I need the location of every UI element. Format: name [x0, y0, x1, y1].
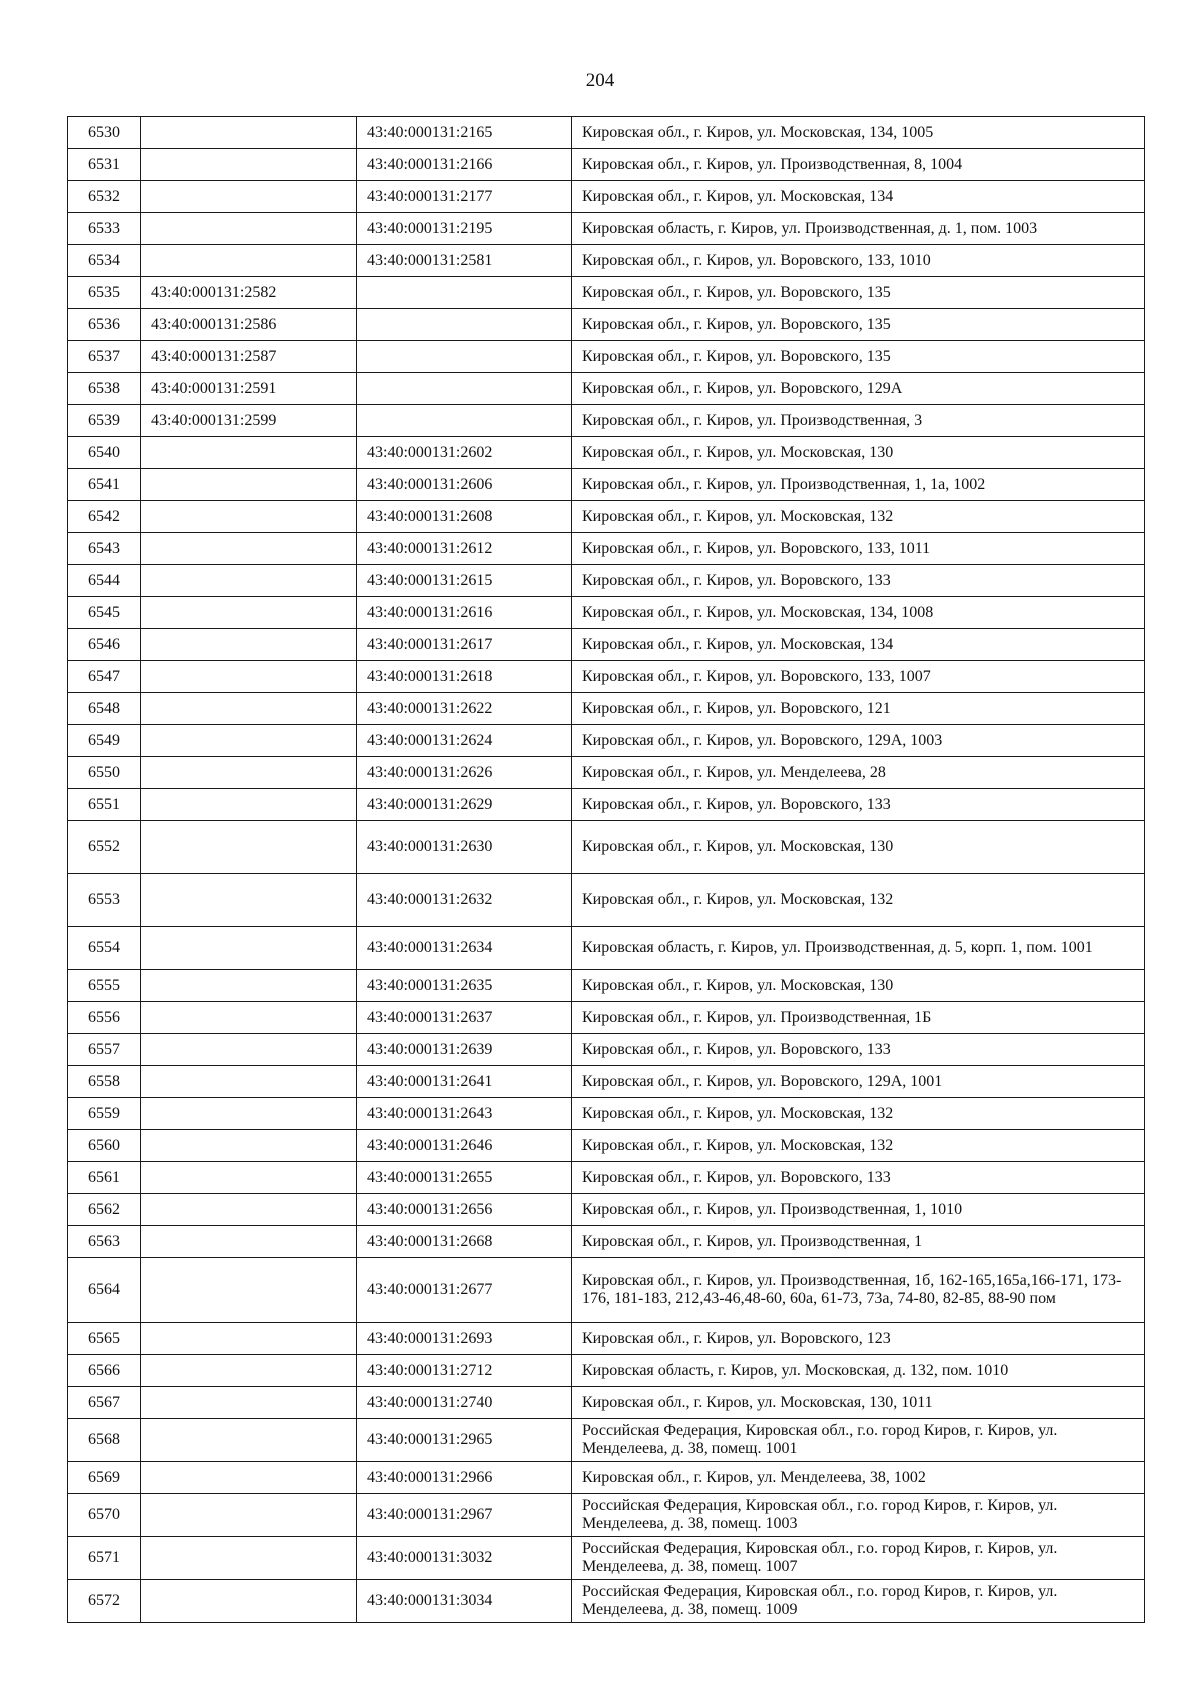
row-number-cell: 6554 [68, 927, 141, 970]
object-cadastral-cell: 43:40:000131:2624 [357, 725, 572, 757]
object-cadastral-cell: 43:40:000131:2646 [357, 1130, 572, 1162]
row-number-cell: 6531 [68, 149, 141, 181]
row-number-cell: 6557 [68, 1034, 141, 1066]
object-cadastral-cell: 43:40:000131:3032 [357, 1537, 572, 1580]
address-cell: Кировская область, г. Киров, ул. Производственная, д. 1, пом. 1003 [572, 213, 1145, 245]
object-cadastral-cell: 43:40:000131:2634 [357, 927, 572, 970]
row-number-cell: 6562 [68, 1194, 141, 1226]
address-cell: Кировская обл., г. Киров, ул. Воровского, 135 [572, 341, 1145, 373]
address-cell: Кировская обл., г. Киров, ул. Воровского, 133 [572, 1034, 1145, 1066]
land-cadastral-cell [141, 874, 357, 927]
address-cell: Кировская обл., г. Киров, ул. Воровского, 129А, 1003 [572, 725, 1145, 757]
land-cadastral-cell [141, 1494, 357, 1537]
land-cadastral-cell [141, 501, 357, 533]
row-number-cell: 6568 [68, 1419, 141, 1462]
land-cadastral-cell [141, 693, 357, 725]
page-number: 204 [585, 70, 615, 91]
row-number-cell: 6541 [68, 469, 141, 501]
row-number-cell: 6533 [68, 213, 141, 245]
row-number-cell: 6560 [68, 1130, 141, 1162]
land-cadastral-cell [141, 1462, 357, 1494]
address-cell: Кировская обл., г. Киров, ул. Воровского, 133, 1010 [572, 245, 1145, 277]
row-number-cell: 6530 [68, 117, 141, 149]
row-number-cell: 6535 [68, 277, 141, 309]
table-row [68, 1387, 1145, 1419]
address-cell: Кировская обл., г. Киров, ул. Московская, 132 [572, 874, 1145, 927]
land-cadastral-cell [141, 1323, 357, 1355]
row-number-cell: 6561 [68, 1162, 141, 1194]
table-row [68, 927, 1145, 970]
row-number-cell: 6536 [68, 309, 141, 341]
row-number-cell: 6548 [68, 693, 141, 725]
table-row [68, 309, 1145, 341]
table-row [68, 1462, 1145, 1494]
row-number-cell: 6571 [68, 1537, 141, 1580]
address-cell: Кировская обл., г. Киров, ул. Воровского, 121 [572, 693, 1145, 725]
table-row [68, 1130, 1145, 1162]
table-row [68, 661, 1145, 693]
land-cadastral-cell [141, 597, 357, 629]
address-cell: Кировская обл., г. Киров, ул. Воровского, 133 [572, 1162, 1145, 1194]
table-row [68, 1537, 1145, 1580]
row-number-cell: 6542 [68, 501, 141, 533]
table-row [68, 245, 1145, 277]
land-cadastral-cell [141, 661, 357, 693]
address-cell: Кировская обл., г. Киров, ул. Московская, 134 [572, 181, 1145, 213]
address-cell: Кировская обл., г. Киров, ул. Московская, 130 [572, 970, 1145, 1002]
land-cadastral-cell [141, 927, 357, 970]
table-row [68, 1002, 1145, 1034]
land-cadastral-cell [141, 1419, 357, 1462]
land-cadastral-cell [141, 1098, 357, 1130]
land-cadastral-cell [141, 213, 357, 245]
table-row [68, 1580, 1145, 1623]
address-cell: Российская Федерация, Кировская обл., г.о. город Киров, г. Киров, ул. Менделеева, д. 38, помещ. 1003 [572, 1494, 1145, 1537]
row-number-cell: 6558 [68, 1066, 141, 1098]
table-row [68, 341, 1145, 373]
object-cadastral-cell: 43:40:000131:2632 [357, 874, 572, 927]
address-cell: Кировская обл., г. Киров, ул. Воровского, 135 [572, 309, 1145, 341]
address-cell: Кировская обл., г. Киров, ул. Московская, 132 [572, 501, 1145, 533]
address-cell: Кировская обл., г. Киров, ул. Воровского, 133, 1007 [572, 661, 1145, 693]
object-cadastral-cell: 43:40:000131:2608 [357, 501, 572, 533]
table-row [68, 469, 1145, 501]
row-number-cell: 6565 [68, 1323, 141, 1355]
land-cadastral-cell [141, 245, 357, 277]
object-cadastral-cell: 43:40:000131:2965 [357, 1419, 572, 1462]
row-number-cell: 6551 [68, 789, 141, 821]
object-cadastral-cell: 43:40:000131:2740 [357, 1387, 572, 1419]
object-cadastral-cell: 43:40:000131:2615 [357, 565, 572, 597]
object-cadastral-cell: 43:40:000131:2626 [357, 757, 572, 789]
row-number-cell: 6564 [68, 1258, 141, 1323]
land-cadastral-cell [141, 725, 357, 757]
object-cadastral-cell: 43:40:000131:2612 [357, 533, 572, 565]
row-number-cell: 6563 [68, 1226, 141, 1258]
address-cell: Кировская обл., г. Киров, ул. Московская, 134 [572, 629, 1145, 661]
table-row [68, 149, 1145, 181]
table-row [68, 1066, 1145, 1098]
object-cadastral-cell: 43:40:000131:2656 [357, 1194, 572, 1226]
object-cadastral-cell: 43:40:000131:2635 [357, 970, 572, 1002]
address-cell: Кировская обл., г. Киров, ул. Воровского, 129А, 1001 [572, 1066, 1145, 1098]
address-cell: Кировская обл., г. Киров, ул. Производственная, 1Б [572, 1002, 1145, 1034]
address-cell: Кировская обл., г. Киров, ул. Воровского, 135 [572, 277, 1145, 309]
land-cadastral-cell [141, 1066, 357, 1098]
address-cell: Кировская обл., г. Киров, ул. Московская, 130, 1011 [572, 1387, 1145, 1419]
land-cadastral-cell [141, 970, 357, 1002]
address-cell: Кировская область, г. Киров, ул. Московская, д. 132, пом. 1010 [572, 1355, 1145, 1387]
land-cadastral-cell: 43:40:000131:2591 [141, 373, 357, 405]
row-number-cell: 6540 [68, 437, 141, 469]
row-number-cell: 6559 [68, 1098, 141, 1130]
address-cell: Российская Федерация, Кировская обл., г.о. город Киров, г. Киров, ул. Менделеева, д. 38, помещ. 1007 [572, 1537, 1145, 1580]
object-cadastral-cell: 43:40:000131:2602 [357, 437, 572, 469]
object-cadastral-cell: 43:40:000131:2643 [357, 1098, 572, 1130]
table-row [68, 437, 1145, 469]
row-number-cell: 6552 [68, 821, 141, 874]
object-cadastral-cell [357, 277, 572, 309]
land-cadastral-cell [141, 533, 357, 565]
address-cell: Кировская обл., г. Киров, ул. Московская, 134, 1008 [572, 597, 1145, 629]
object-cadastral-cell: 43:40:000131:2712 [357, 1355, 572, 1387]
address-cell: Кировская обл., г. Киров, ул. Менделеева, 38, 1002 [572, 1462, 1145, 1494]
address-cell: Кировская обл., г. Киров, ул. Московская, 134, 1005 [572, 117, 1145, 149]
table-row [68, 1355, 1145, 1387]
row-number-cell: 6569 [68, 1462, 141, 1494]
object-cadastral-cell: 43:40:000131:2581 [357, 245, 572, 277]
table-row [68, 565, 1145, 597]
object-cadastral-cell [357, 309, 572, 341]
row-number-cell: 6534 [68, 245, 141, 277]
land-cadastral-cell [141, 1258, 357, 1323]
address-cell: Российская Федерация, Кировская обл., г.о. город Киров, г. Киров, ул. Менделеева, д. 38, помещ. 1009 [572, 1580, 1145, 1623]
object-cadastral-cell: 43:40:000131:2166 [357, 149, 572, 181]
table-row [68, 725, 1145, 757]
address-cell: Кировская обл., г. Киров, ул. Воровского, 133, 1011 [572, 533, 1145, 565]
row-number-cell: 6550 [68, 757, 141, 789]
address-cell: Кировская обл., г. Киров, ул. Производственная, 1, 1010 [572, 1194, 1145, 1226]
row-number-cell: 6549 [68, 725, 141, 757]
object-cadastral-cell: 43:40:000131:2967 [357, 1494, 572, 1537]
object-cadastral-cell: 43:40:000131:2165 [357, 117, 572, 149]
table-row [68, 1323, 1145, 1355]
land-cadastral-cell [141, 1387, 357, 1419]
address-cell: Кировская обл., г. Киров, ул. Московская, 130 [572, 821, 1145, 874]
table-row [68, 1258, 1145, 1323]
address-cell: Кировская обл., г. Киров, ул. Воровского, 129А [572, 373, 1145, 405]
table-row [68, 501, 1145, 533]
row-number-cell: 6546 [68, 629, 141, 661]
registry-table [67, 116, 1145, 1623]
land-cadastral-cell [141, 1130, 357, 1162]
row-number-cell: 6543 [68, 533, 141, 565]
object-cadastral-cell: 43:40:000131:2693 [357, 1323, 572, 1355]
table-row [68, 789, 1145, 821]
row-number-cell: 6567 [68, 1387, 141, 1419]
table-row [68, 533, 1145, 565]
table-row [68, 181, 1145, 213]
row-number-cell: 6572 [68, 1580, 141, 1623]
address-cell: Кировская обл., г. Киров, ул. Московская, 130 [572, 437, 1145, 469]
land-cadastral-cell [141, 1162, 357, 1194]
land-cadastral-cell [141, 821, 357, 874]
table-row [68, 693, 1145, 725]
address-cell: Кировская обл., г. Киров, ул. Производственная, 1б, 162-165,165а,166-171, 173-176, 181-183, 212,43-46,48-60, 60а, 61-73, 73а, 74-80, 82-85, 88-90 пом [572, 1258, 1145, 1323]
object-cadastral-cell: 43:40:000131:2195 [357, 213, 572, 245]
object-cadastral-cell: 43:40:000131:2966 [357, 1462, 572, 1494]
object-cadastral-cell: 43:40:000131:2616 [357, 597, 572, 629]
land-cadastral-cell [141, 437, 357, 469]
address-cell: Кировская обл., г. Киров, ул. Московская, 132 [572, 1098, 1145, 1130]
table-row [68, 970, 1145, 1002]
table-row [68, 629, 1145, 661]
land-cadastral-cell [141, 149, 357, 181]
table-row [68, 1419, 1145, 1462]
land-cadastral-cell: 43:40:000131:2599 [141, 405, 357, 437]
row-number-cell: 6539 [68, 405, 141, 437]
table-row [68, 1194, 1145, 1226]
table-row [68, 874, 1145, 927]
object-cadastral-cell: 43:40:000131:2606 [357, 469, 572, 501]
land-cadastral-cell [141, 181, 357, 213]
row-number-cell: 6537 [68, 341, 141, 373]
address-cell: Кировская обл., г. Киров, ул. Производственная, 3 [572, 405, 1145, 437]
row-number-cell: 6553 [68, 874, 141, 927]
object-cadastral-cell: 43:40:000131:2177 [357, 181, 572, 213]
land-cadastral-cell [141, 1355, 357, 1387]
object-cadastral-cell: 43:40:000131:2622 [357, 693, 572, 725]
land-cadastral-cell: 43:40:000131:2582 [141, 277, 357, 309]
land-cadastral-cell [141, 469, 357, 501]
land-cadastral-cell [141, 1034, 357, 1066]
address-cell: Российская Федерация, Кировская обл., г.о. город Киров, г. Киров, ул. Менделеева, д. 38, помещ. 1001 [572, 1419, 1145, 1462]
table-row [68, 117, 1145, 149]
address-cell: Кировская обл., г. Киров, ул. Производственная, 8, 1004 [572, 149, 1145, 181]
row-number-cell: 6545 [68, 597, 141, 629]
address-cell: Кировская обл., г. Киров, ул. Производственная, 1, 1а, 1002 [572, 469, 1145, 501]
address-cell: Кировская обл., г. Киров, ул. Московская, 132 [572, 1130, 1145, 1162]
row-number-cell: 6556 [68, 1002, 141, 1034]
table-row [68, 1162, 1145, 1194]
land-cadastral-cell [141, 1226, 357, 1258]
object-cadastral-cell: 43:40:000131:2630 [357, 821, 572, 874]
object-cadastral-cell: 43:40:000131:2629 [357, 789, 572, 821]
table-row [68, 373, 1145, 405]
land-cadastral-cell: 43:40:000131:2586 [141, 309, 357, 341]
table-row [68, 213, 1145, 245]
land-cadastral-cell [141, 629, 357, 661]
row-number-cell: 6555 [68, 970, 141, 1002]
land-cadastral-cell [141, 117, 357, 149]
row-number-cell: 6547 [68, 661, 141, 693]
table-row [68, 597, 1145, 629]
land-cadastral-cell [141, 1002, 357, 1034]
object-cadastral-cell: 43:40:000131:3034 [357, 1580, 572, 1623]
object-cadastral-cell: 43:40:000131:2618 [357, 661, 572, 693]
address-cell: Кировская обл., г. Киров, ул. Менделеева, 28 [572, 757, 1145, 789]
registry-body [68, 117, 1145, 1623]
table-row [68, 757, 1145, 789]
address-cell: Кировская обл., г. Киров, ул. Воровского, 123 [572, 1323, 1145, 1355]
address-cell: Кировская обл., г. Киров, ул. Производственная, 1 [572, 1226, 1145, 1258]
object-cadastral-cell: 43:40:000131:2639 [357, 1034, 572, 1066]
table-row [68, 277, 1145, 309]
table-row [68, 1098, 1145, 1130]
address-cell: Кировская область, г. Киров, ул. Производственная, д. 5, корп. 1, пом. 1001 [572, 927, 1145, 970]
table-row [68, 1226, 1145, 1258]
object-cadastral-cell: 43:40:000131:2668 [357, 1226, 572, 1258]
table-row [68, 821, 1145, 874]
land-cadastral-cell [141, 1537, 357, 1580]
address-cell: Кировская обл., г. Киров, ул. Воровского, 133 [572, 565, 1145, 597]
land-cadastral-cell [141, 757, 357, 789]
object-cadastral-cell [357, 341, 572, 373]
address-cell: Кировская обл., г. Киров, ул. Воровского, 133 [572, 789, 1145, 821]
land-cadastral-cell [141, 1194, 357, 1226]
row-number-cell: 6566 [68, 1355, 141, 1387]
table-row [68, 405, 1145, 437]
land-cadastral-cell [141, 565, 357, 597]
table-row [68, 1034, 1145, 1066]
land-cadastral-cell: 43:40:000131:2587 [141, 341, 357, 373]
row-number-cell: 6570 [68, 1494, 141, 1537]
land-cadastral-cell [141, 789, 357, 821]
row-number-cell: 6538 [68, 373, 141, 405]
table-row [68, 1494, 1145, 1537]
object-cadastral-cell: 43:40:000131:2637 [357, 1002, 572, 1034]
object-cadastral-cell: 43:40:000131:2641 [357, 1066, 572, 1098]
object-cadastral-cell [357, 373, 572, 405]
row-number-cell: 6544 [68, 565, 141, 597]
land-cadastral-cell [141, 1580, 357, 1623]
row-number-cell: 6532 [68, 181, 141, 213]
object-cadastral-cell: 43:40:000131:2655 [357, 1162, 572, 1194]
object-cadastral-cell [357, 405, 572, 437]
object-cadastral-cell: 43:40:000131:2617 [357, 629, 572, 661]
object-cadastral-cell: 43:40:000131:2677 [357, 1258, 572, 1323]
